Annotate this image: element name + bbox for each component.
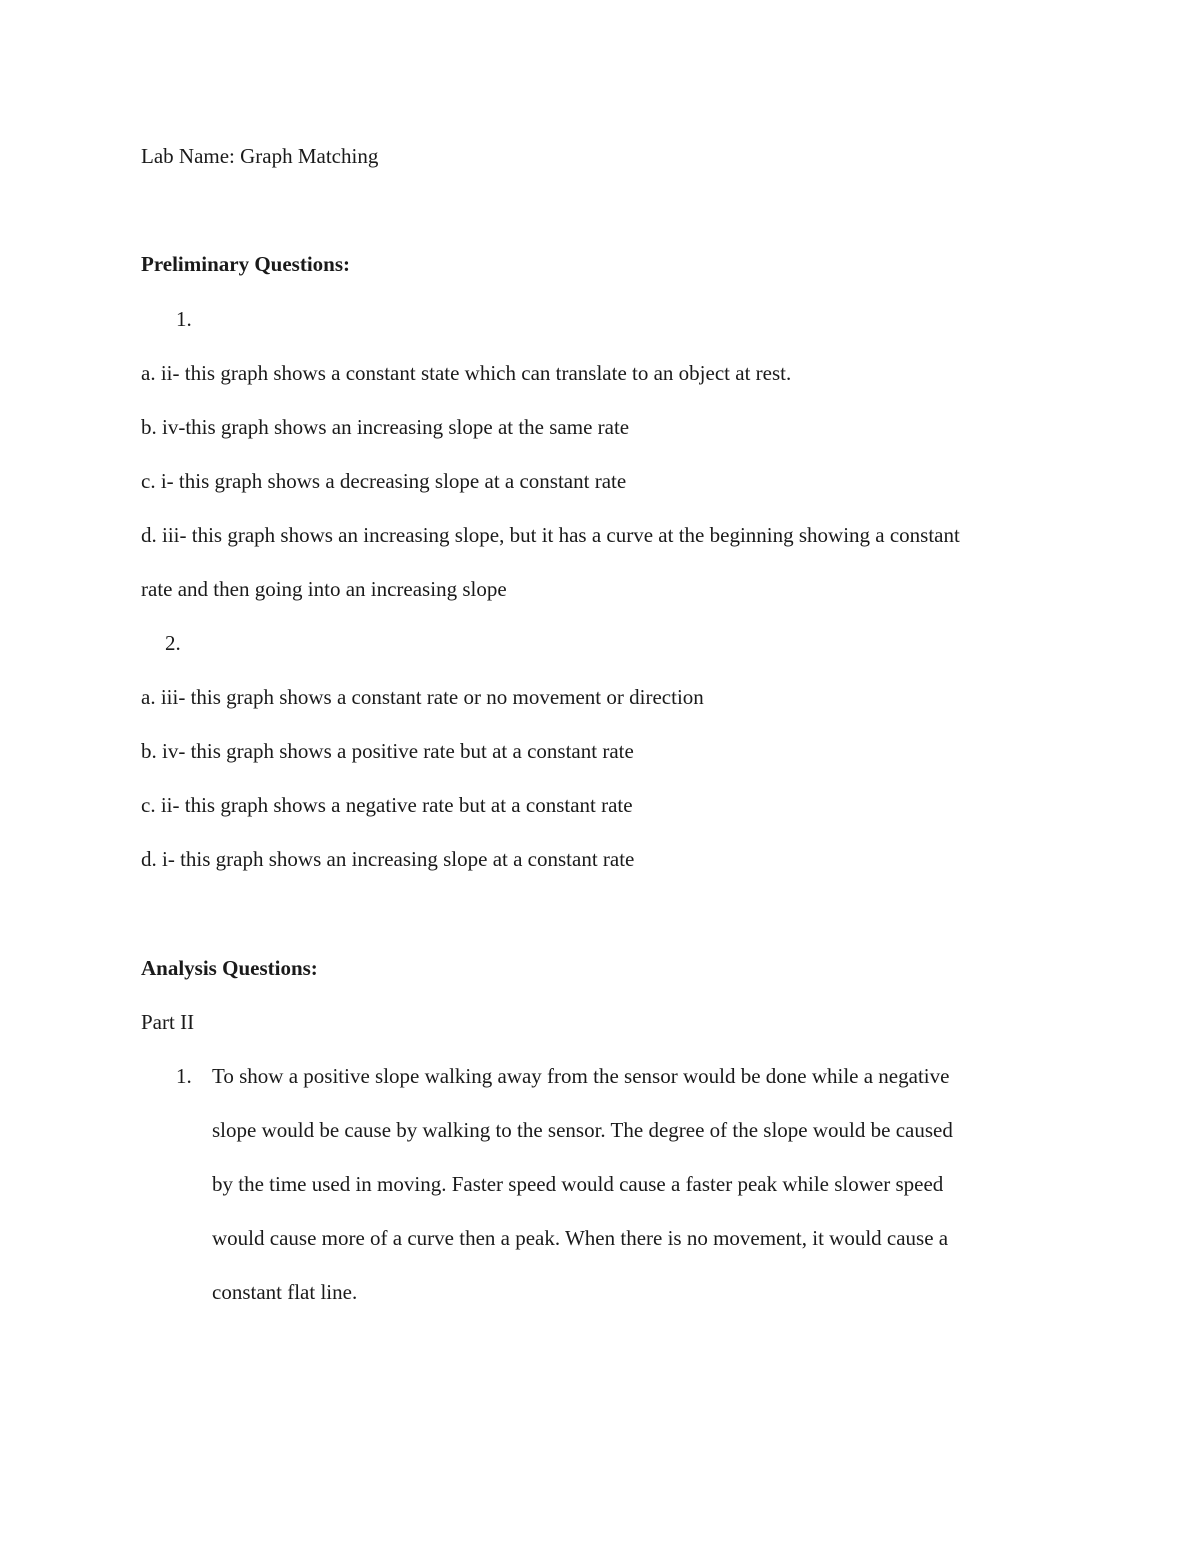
prelim-q2-answer-c: c. ii- this graph shows a negative rate but at a constant rate: [141, 793, 633, 817]
analysis-item-number: 1.: [176, 1064, 192, 1088]
prelim-q1-answer-d-continued: rate and then going into an increasing slope: [141, 577, 507, 601]
preliminary-heading: Preliminary Questions:: [141, 252, 351, 276]
lab-title: Lab Name: Graph Matching: [141, 144, 379, 168]
prelim-q2-answer-a: a. iii- this graph shows a constant rate or no movement or direction: [141, 685, 704, 709]
prelim-q2-number: 2.: [165, 631, 181, 655]
prelim-q1-answer-d: d. iii- this graph shows an increasing slope, but it has a curve at the beginning showing a constant: [141, 523, 960, 547]
prelim-q1-number: 1.: [176, 307, 192, 331]
analysis-item-line: constant flat line.: [212, 1280, 358, 1304]
analysis-item-line: would cause more of a curve then a peak. When there is no movement, it would cause a: [212, 1226, 949, 1250]
analysis-item-line: slope would be cause by walking to the sensor. The degree of the slope would be caused: [212, 1118, 953, 1142]
analysis-item-line: by the time used in moving. Faster speed would cause a faster peak while slower speed: [212, 1172, 944, 1196]
prelim-q2-answer-b: b. iv- this graph shows a positive rate but at a constant rate: [141, 739, 634, 763]
prelim-q1-answer-c: c. i- this graph shows a decreasing slope at a constant rate: [141, 469, 627, 493]
analysis-item-line: To show a positive slope walking away from the sensor would be done while a negative: [212, 1064, 950, 1088]
analysis-part-label: Part II: [141, 1010, 195, 1034]
prelim-q1-answer-b: b. iv-this graph shows an increasing slope at the same rate: [141, 415, 630, 439]
prelim-q2-answer-d: d. i- this graph shows an increasing slope at a constant rate: [141, 847, 635, 871]
prelim-q1-answer-a: a. ii- this graph shows a constant state which can translate to an object at rest.: [141, 361, 792, 385]
analysis-heading: Analysis Questions:: [141, 956, 318, 980]
